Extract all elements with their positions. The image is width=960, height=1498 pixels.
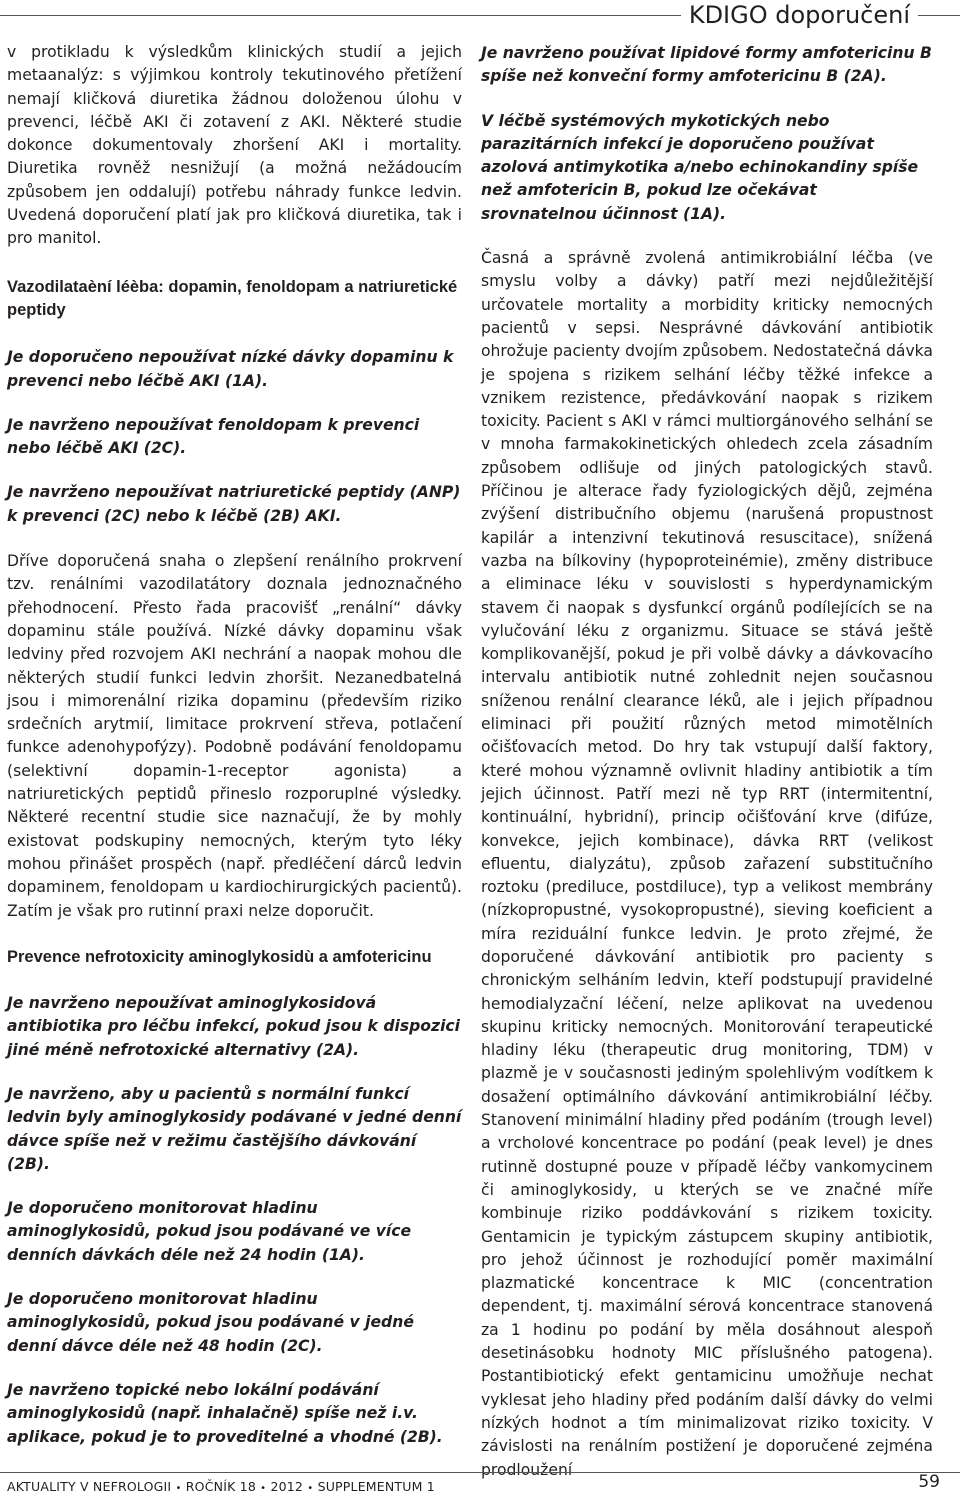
paragraph-renal-vasodilators: Dříve doporučená snaha o zlepšení renálního prokrvení tzv. renálními vazodilatátory doznala jednoznačného přehodnocení. Přesto řada pracovišť „renální“ dávky dopaminu stále používá. Nízké dávky dopaminu však ledviny před rozvojem AKI nechrání a naopak mohou dle některých studií funkci ledvin zhoršit. Nezanedbatelná jsou i mimorenální rizika dopaminu (především riziko srdečních arytmií, limitace prokrvení střeva, potlačení funkce adenohypofýzy). Podobně podávání fenoldopamu (selektivní dopamin-1-receptor agonista) a natriuretických peptidů přineslo rozporuplné výsledky. Některé recentní studie sice naznačují, že by mohly existovat podskupiny nemocných, kterým tyto léky mohou přinášet prospěch (např. předléčení dárců ledvin dopaminem, fenoldopam u kardiochirurgických pacientů). Zatím je však pro rutinní praxi nelze doporučit. xyxy=(7,552,462,920)
running-header-title: KDIGO doporučení xyxy=(681,0,918,30)
volume-label: ROČNÍK xyxy=(185,1479,236,1494)
recommendation-monitor-single-dose: Je doporučeno monitorovat hladinu aminoglykosidů, pokud jsou podávané v jedné denní dávce déle než 48 hodin (2C). xyxy=(7,1290,414,1355)
footer-rule xyxy=(0,1472,960,1473)
paragraph-antimicrobial-dosing: Časná a správně zvolená antimikrobiální léčba (ve smyslu volby a dávky) patří mezi nejdůležitější určovatele mortality a morbidity kriticky nemocných pacientů v sepsi. Nesprávné dávkování antibiotik ohrožuje pacienty dvojím způsobem. Nedostatečná dávka je spojena s rizikem selhání léčby těžké infekce a vznikem rezistence, předávkování naopak s rizikem toxicity. Pacient s AKI v rámci multiorgánového selhání se v mnoha farmakokinetických ohledech zcela zásadním způsobem odlišuje od jiných patologických stavů. Příčinou je alterace řady fyziologických dějů, zejména zvýšení distribučního objemu (narušená propustnost kapilár a intenzivní tekutinová resuscitace), snížená vazba na bílkoviny (hypoproteinémie), změny distribuce a eliminace léku v souvislosti s hyperdynamickým stavem či naopak s dysfunkcí orgánů podílejících se na vylučování léku z organizmu. Situace se stává ještě komplikovanější, pokud je při volbě dávky a dávkovacího intervalu antibiotik nutné zohlednit nejen současnou sníženou renální clearance léků, ale i jejich případnou eliminaci při použití různých metod mimotělních očišťovacích metod. Do hry tak vstupují další faktory, které mohou významně ovlivnit hladiny antibiotik a tím jejich účinnost. Patří mezi ně typ RRT (intermitentní, kontinuální, hybridní), princip očišťování krve (difúze, konvekce, jejich kombinace), dávka RRT (velikost efluentu, dialyzátu), způsob zařazení substitučního roztoku (prediluce, postdiluce), typ a velikost membrány (nízkopropustné, vysokopropustné), sieving koeficient a míra reziduální funkce ledvin. Je proto zřejmé, že doporučené dávkování antibiotik pro pacienty s chronickým selháním ledvin, kteří podstupují pravidelné hemodialyzační léčení, nelze aplikovat na uvedenou skupinu kriticky nemocných. Monitorování terapeutické hladiny léku (therapeutic drug monitoring, TDM) v plazmě je v současnosti jediným spolehlivým vodítkem k dosažení optimálního dávkování antimikrobiální léčby. Stanovení minimální hladiny před podáním (trough level) a vrcholové koncentrace po podání (peak level) je dnes rutinně dostupné pouze v případě léčby vankomycinem či aminoglykosidy, u kterých se ve značné míře kombinuje riziko poddávkování s rizikem toxicity. Gentamicin je typickým zástupcem skupiny antibiotik, pro jehož účinnost je rozhodující poměr maximální plazmatické koncentrace k MIC (concentration dependent, tj. maximální sérová koncentrace stanovená za 1 hodinu po podání by měla dosáhnout alespoň desetinásobku hodnoty MIC příslušného patogena). Postantibiotický efekt gentamicinu umožňuje nechat vyklesat jeho hladiny před podáním další dávky do velmi nízkých hodnot a tím minimalizovat riziko toxicity. V závislosti na renálním postižení je doporučené zejména prodloužení xyxy=(481,249,933,1479)
right-column xyxy=(481,40,933,1482)
recommendation-dopamine: Je doporučeno nepoužívat nízké dávky dopaminu k prevenci nebo léčbě AKI (1A). xyxy=(7,348,454,390)
heading-nephrotoxicity-prevention: Prevence nefrotoxicity aminoglykosidù a amfotericinu xyxy=(7,947,432,966)
recommendation-azole-echinocandin: V léčbě systémových mykotických nebo parazitárních infekcí je doporučeno používat azolová antimykotika a/nebo echinokandiny spíše než amfotericin B, pokud lze očekávat srovnatelnou účinnost (1A). xyxy=(481,111,919,223)
recommendation-topical-administration: Je navrženo topické nebo lokální podávání aminoglykosidů (např. inhalačně) spíše než i.v. aplikace, pokud je to proveditelné a vhodné (2B). xyxy=(7,1380,443,1446)
recommendation-monitor-multiple-dose: Je doporučeno monitorovat hladinu aminoglykosidů, pokud jsou podávané ve více denních dávkách déle než 24 hodin (1A). xyxy=(7,1199,412,1264)
footer-journal-info xyxy=(7,1478,435,1498)
separator-dot-icon: • xyxy=(260,1483,267,1494)
supplement-number: 1 xyxy=(426,1479,435,1494)
year: 2012 xyxy=(270,1479,304,1494)
paragraph-diuretics: v protikladu k výsledkům klinických studií a jejich metaanalýz: s výjimkou kontroly tekutinového přetížení nemají kličková diuretika žádnou doloženou úlohu v prevenci, léčbě AKI či zotavení z AKI. Některé studie dokonce dokumentovaly zhoršení AKI i mortality. Diuretika rovněž nesnižují (a možná nežádoucím způsobem jen oddalují) potřebu náhrady funkce ledvin. Uvedená doporučení platí jak pro kličková diuretika, tak i pro manitol. xyxy=(7,43,462,248)
journal-name: AKTUALITY V NEFROLOGII xyxy=(7,1479,172,1494)
separator-dot-icon: • xyxy=(175,1483,182,1494)
recommendation-lipid-amphotericin: Je navrženo používat lipidové formy amfotericinu B spíše než konveční formy amfotericinu B (2A). xyxy=(481,44,932,86)
recommendation-fenoldopam: Je navrženo nepoužívat fenoldopam k prevenci nebo léčbě AKI (2C). xyxy=(7,415,420,458)
heading-vasodilator-therapy: Vazodilataèní léèba: dopamin, fenoldopam a natriuretické peptidy xyxy=(7,277,458,319)
separator-dot-icon: • xyxy=(307,1483,314,1494)
recommendation-aminoglycoside-avoid: Je navrženo nepoužívat aminoglykosidová antibiotika pro léčbu infekcí, pokud jsou k dispozici jiné méně nefrotoxické alternativy (2A). xyxy=(7,994,461,1059)
left-column xyxy=(7,40,462,1449)
supplement-label: SUPPLEMENTUM xyxy=(317,1479,423,1494)
recommendation-natriuretic-peptides: Je navrženo nepoužívat natriuretické peptidy (ANP) k prevenci (2C) nebo k léčbě (2B) AKI. xyxy=(7,483,461,525)
page-number: 59 xyxy=(918,1472,940,1492)
volume-number: 18 xyxy=(239,1479,256,1494)
recommendation-single-daily-dose: Je navrženo, aby u pacientů s normální funkcí ledvin byly aminoglykosidy podávané v jedné denní dávce spíše než v režimu častějšího dávkování (2B). xyxy=(7,1084,462,1173)
